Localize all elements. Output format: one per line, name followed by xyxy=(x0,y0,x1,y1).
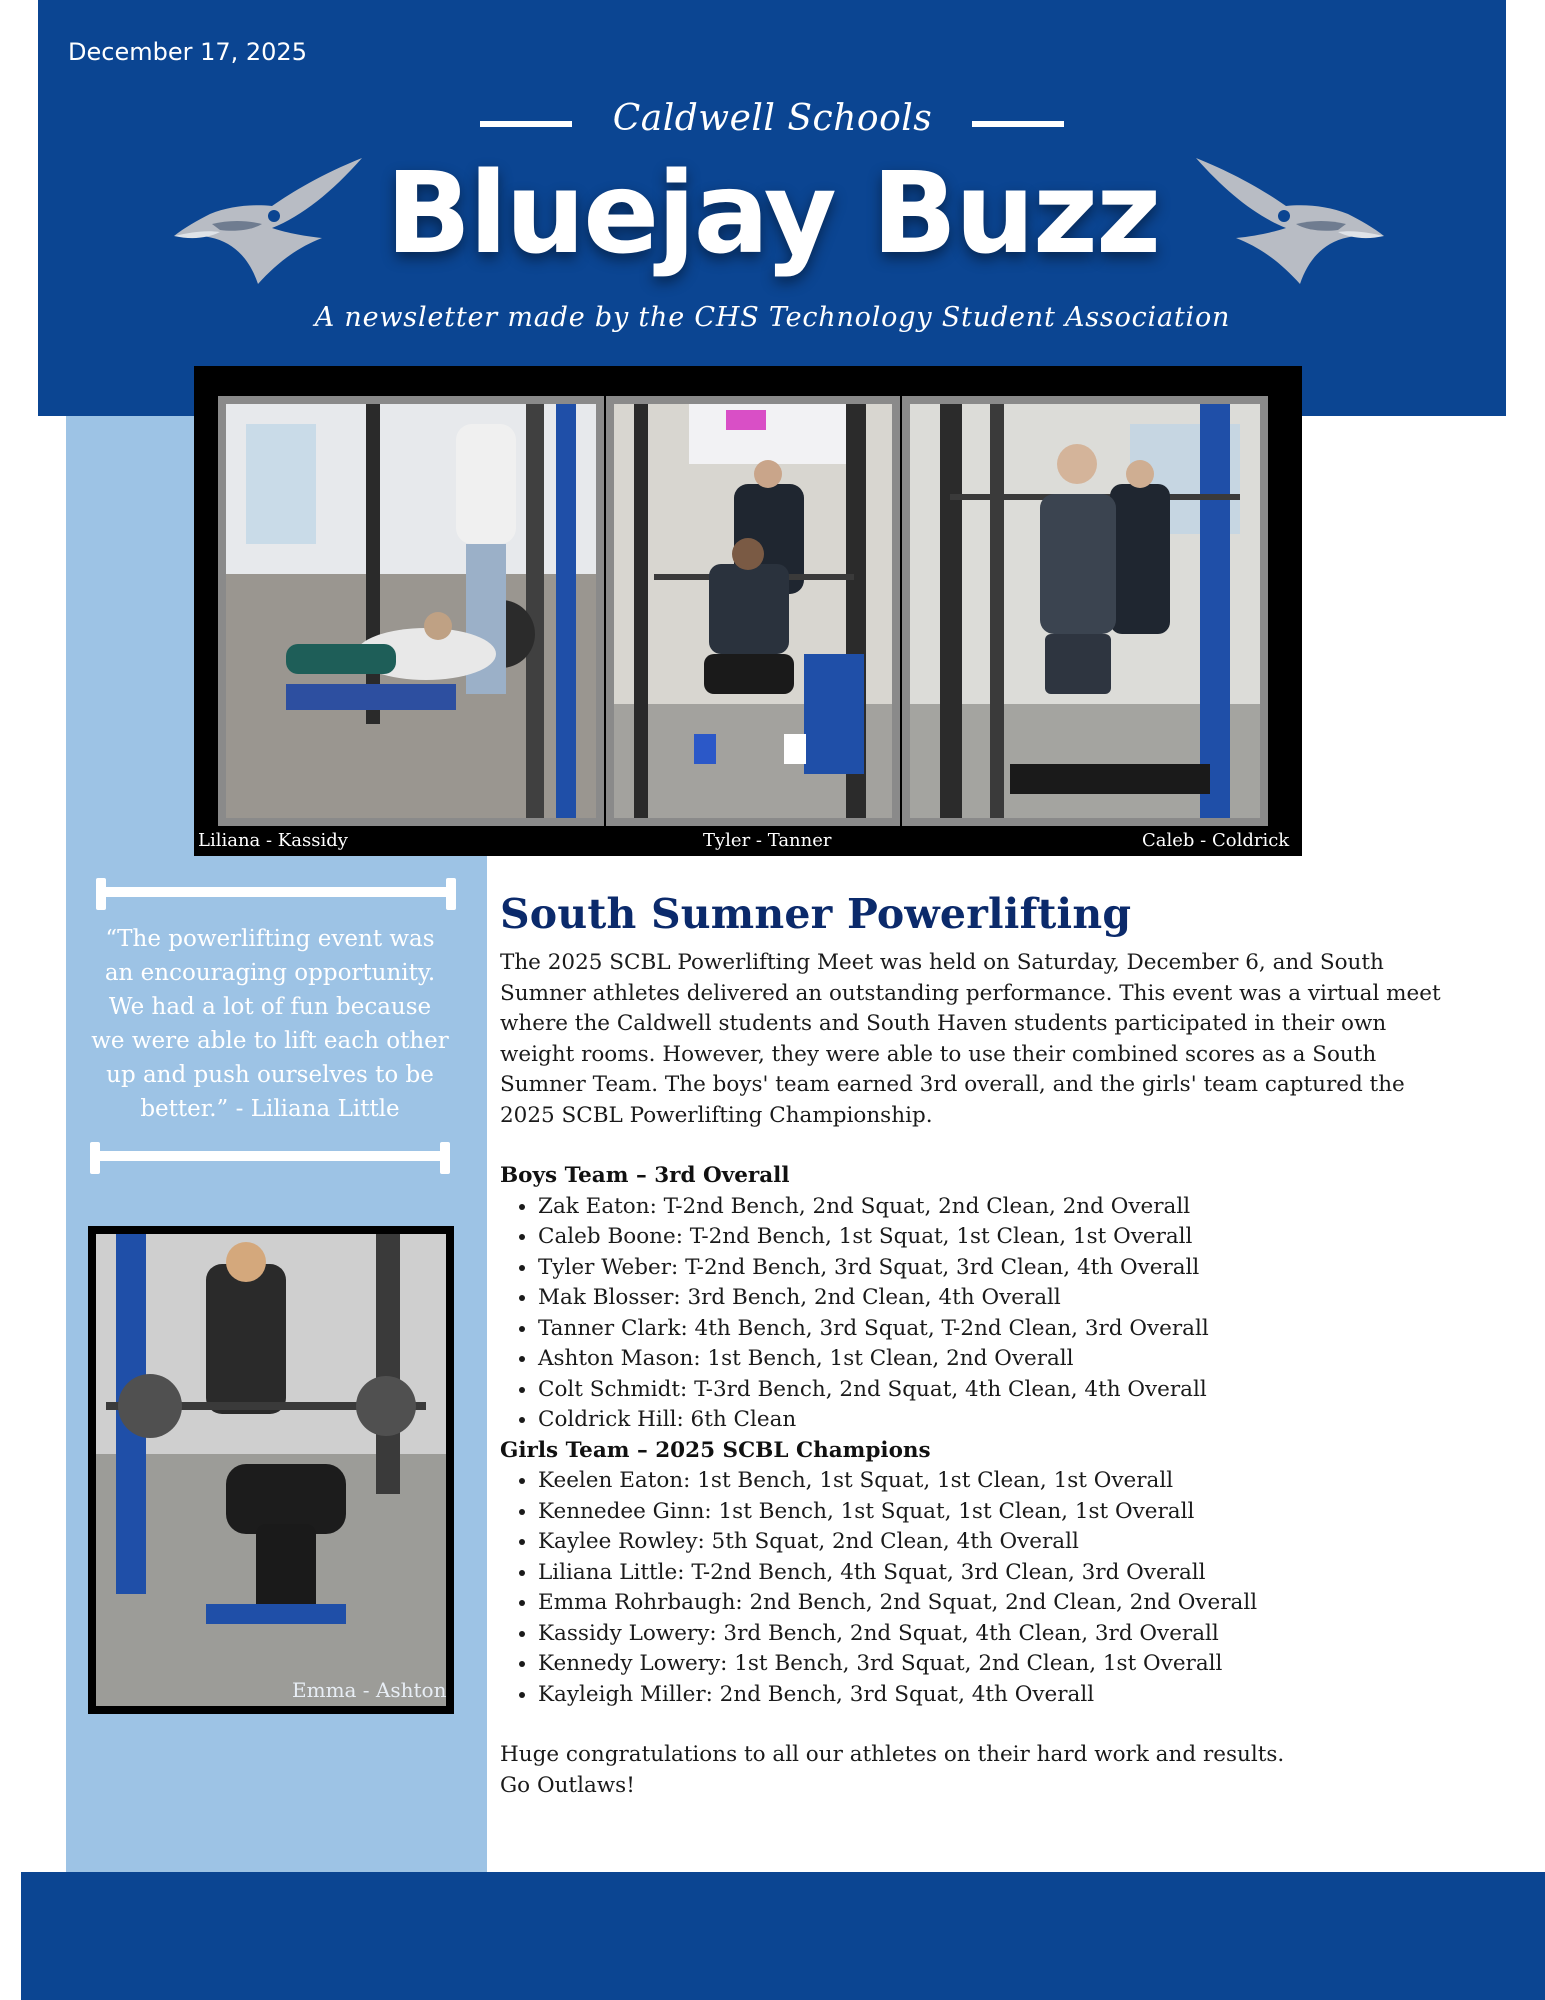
article-headline: South Sumner Powerlifting xyxy=(500,890,1132,938)
list-item: • Kayleigh Miller: 2nd Bench, 3rd Squat, 4th Overall xyxy=(538,1680,1460,1711)
newsletter-subtitle: A newsletter made by the CHS Technology Student Association xyxy=(314,302,1231,333)
boys-results-list xyxy=(500,1192,1460,1436)
quote-rule-bottom xyxy=(90,1151,450,1161)
list-item: • Colt Schmidt: T-3rd Bench, 2nd Squat, 4th Clean, 4th Overall xyxy=(538,1375,1460,1406)
caption-liliana-kassidy: Liliana - Kassidy xyxy=(198,830,348,851)
list-item: • Keelen Eaton: 1st Bench, 1st Squat, 1st Clean, 1st Overall xyxy=(538,1466,1460,1497)
list-item: • Caleb Boone: T-2nd Bench, 1st Squat, 1st Clean, 1st Overall xyxy=(538,1222,1460,1253)
list-item: • Tanner Clark: 4th Bench, 3rd Squat, T-2nd Clean, 3rd Overall xyxy=(538,1314,1460,1345)
list-item: • Mak Blosser: 3rd Bench, 2nd Clean, 4th Overall xyxy=(538,1283,1460,1314)
quote-rule-top-cap xyxy=(96,878,106,910)
list-item: • Kennedee Ginn: 1st Bench, 1st Squat, 1st Clean, 1st Overall xyxy=(538,1497,1460,1528)
boys-team-heading: Boys Team – 3rd Overall xyxy=(500,1163,790,1188)
list-item: • Kassidy Lowery: 3rd Bench, 2nd Squat, 4th Clean, 3rd Overall xyxy=(538,1619,1460,1650)
photo-squat-tyler xyxy=(606,396,900,826)
quote-rule-bottom-cap xyxy=(440,1142,450,1174)
list-item: • Tyler Weber: T-2nd Bench, 3rd Squat, 3rd Clean, 4th Overall xyxy=(538,1253,1460,1284)
list-item: • Ashton Mason: 1st Bench, 1st Clean, 2nd Overall xyxy=(538,1344,1460,1375)
photo-spotter-bench xyxy=(88,1226,454,1714)
list-item: • Liliana Little: T-2nd Bench, 4th Squat, 3rd Clean, 3rd Overall xyxy=(538,1558,1460,1589)
list-item: • Emma Rohrbaugh: 2nd Bench, 2nd Squat, 2nd Clean, 2nd Overall xyxy=(538,1588,1460,1619)
school-name: Caldwell Schools xyxy=(612,98,933,139)
closing-slogan: Go Outlaws! xyxy=(500,1772,635,1798)
list-item: • Kaylee Rowley: 5th Squat, 2nd Clean, 4th Overall xyxy=(538,1527,1460,1558)
quote-rule-top xyxy=(96,887,456,897)
caption-emma-ashton: Emma - Ashton xyxy=(292,1678,447,1702)
footer-band xyxy=(21,1872,1545,2000)
list-item: • Coldrick Hill: 6th Clean xyxy=(538,1405,1460,1436)
quote-rule-bottom-cap xyxy=(90,1142,100,1174)
caption-tyler-tanner: Tyler - Tanner xyxy=(703,830,832,851)
newsletter-title: Bluejay Buzz xyxy=(385,149,1160,279)
issue-date: December 17, 2025 xyxy=(68,38,307,66)
photo-squat-caleb xyxy=(902,396,1268,826)
pull-quote: “The powerlifting event was an encouraging opportunity. We had a lot of fun because we were able to lift each other up and push ourselves to be better.” - Liliana Little xyxy=(91,926,449,1122)
girls-results-list xyxy=(500,1466,1460,1710)
closing-congrats: Huge congratulations to all our athletes on their hard work and results. xyxy=(500,1742,1285,1767)
girls-team-heading: Girls Team – 2025 SCBL Champions xyxy=(500,1437,931,1463)
caption-caleb-coldrick: Caleb - Coldrick xyxy=(1142,830,1290,851)
quote-rule-top-cap xyxy=(446,878,456,910)
article-intro: The 2025 SCBL Powerlifting Meet was held on Saturday, December 6, and South Sumner athletes delivered an outstanding performance. This event was a virtual meet where the Caldwell students and South Haven students participated in their own weight rooms. However, they were able to use their combined scores as a South Sumner Team. The boys' team earned 3rd overall, and the girls' team captured the 2025 SCBL Powerlifting Championship. xyxy=(500,950,1441,1128)
list-item: • Zak Eaton: T-2nd Bench, 2nd Squat, 2nd Clean, 2nd Overall xyxy=(538,1192,1460,1223)
list-item: • Kennedy Lowery: 1st Bench, 3rd Squat, 2nd Clean, 1st Overall xyxy=(538,1649,1460,1680)
photo-bench-press xyxy=(218,396,604,826)
article-body xyxy=(500,948,1460,1801)
